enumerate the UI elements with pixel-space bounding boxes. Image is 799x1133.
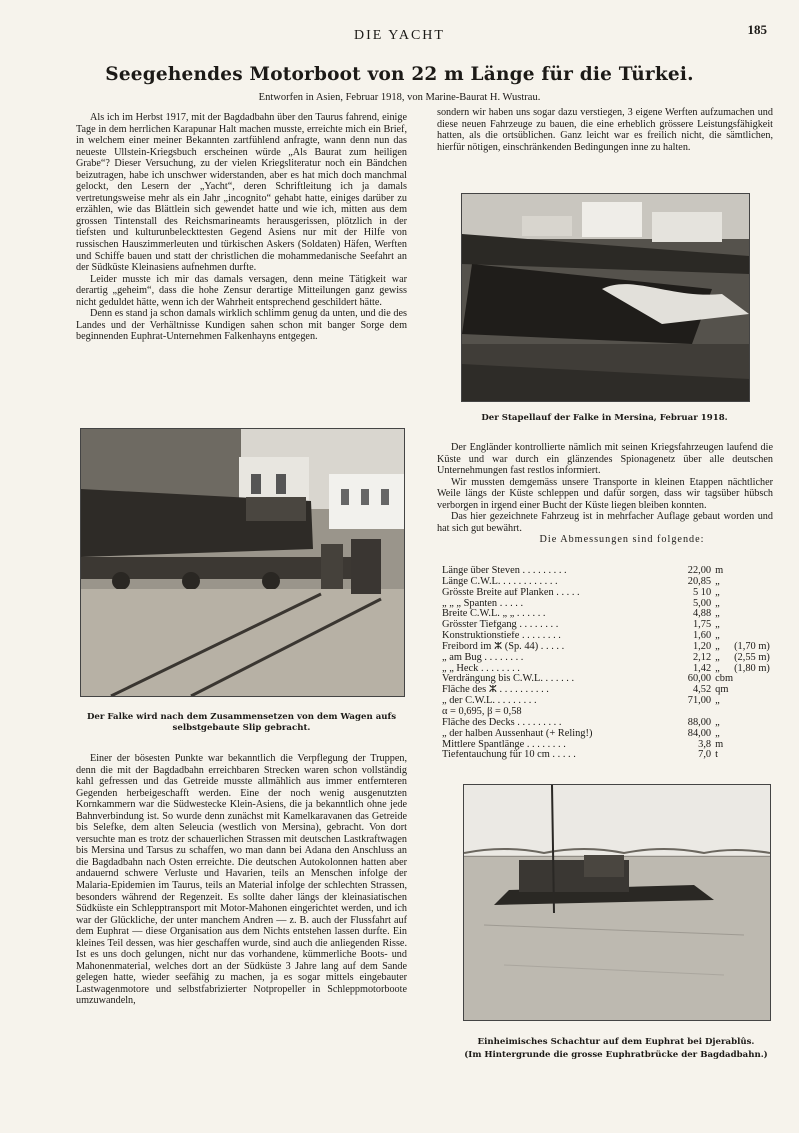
photo-caption: (Im Hintergrunde die grosse Euphratbrücke der Bagdadbahn.)	[464, 1050, 768, 1060]
table-row: „ der halben Aussenhaut (+ Reling!) 84,00 „	[442, 727, 720, 739]
table-row: Länge über Steven . . . . . . . . . 22,00 m	[442, 565, 724, 576]
running-title: DIE YACHT	[354, 28, 445, 43]
paragraph: Einer der bösesten Punkte war bekanntlich die Verpflegung der Truppen, denn die mit der Bagdadbahn erreichbaren Strecken waren schon vollständig kahl gefressen und das Getreide musste allmählich aus immer entfernteren Gegenden herbeigeschafft werden. Eine der noch wenig ausgenutzten Kornkammern war die Südwestecke Klein-Asiens, die ja bekanntlich ohne jede Bahnverbindung ist. So wurde denn zunächst mit Kamelkaravanen das Getreide bis Selefke, dem alten Seleucia (westlich von Mersina), gebracht. Von dort versuchte man es trotz der schauerlichen Strassen mit deutschen Lastkraftwagen bis Mersina und Tarsus zu schaffen, wo man dann bei Adana den Anschluss an die Bagdadbahn nach Osten erreichte. Die deutschen Autokolonnen hatten aber andauernd schwere Verluste und Havarien, teils an Menschen infolge der Malaria-Epidemien im Taurus, teils an Material infolge der schlechten Strassen, besonders während der Regenzeit. Es sollte daher längs der kleinasiatischen Südküste ein Schlepptransport mit Motor-Mahonen eingerichtet werden, und ich war der Glückliche, der unter manchem Andren — z. B. auch der Flussfahrt auf dem Euphrat — diese Organisation aus dem Nichts entstehen lassen durfte. Ein kleines Teil dessen, was hier geschaffen wurde, sind auch die anliegenden Risse. Ist es uns doch gelungen, nicht nur das vorhandene, kümmerliche Boots- und Mahonenmaterial, welches dort an der Südküste 3 Jahre lang auf dem Sande gelegen hatte, wieder seefähig zu machen, ja es sogar mittels eingebauter Lastwagenmotore und selbstfabrizierter Notpropeller in Schleppmotorboote umzuwandeln,	[76, 753, 407, 1007]
paragraph: Wir mussten demgemäss unsere Transporte in kleinen Etappen nächtlicher Weile längs der Küste schleppen und dafür sorgen, dass wir tagsüber hübsch verborgen in irgend einer Bucht der Küste liegen bleiben konnten.	[437, 476, 773, 511]
table-row: „ „ Heck . . . . . . . . 1,42 „ (1,80 m)	[442, 662, 770, 674]
table-row: Breite C.W.L. „ „ . . . . . . 4,88 „	[442, 608, 720, 620]
article-title: Seegehendes Motorboot von 22 m Länge für die Türkei.	[105, 64, 694, 85]
paragraph: Leider musste ich mir das damals versagen, denn meine Tätigkeit war derartig „geheim“, dass die hohe Zensur derartige Mitteilungen ganz gewiss nicht geduldet hätte, wenn ich der Wahrheit entsprechend geschildert hätte.	[76, 273, 407, 308]
table-row: Freibord im ⵣ (Sp. 44) . . . . . 1,20 „ (1,70 m)	[442, 640, 770, 652]
table-row: Tiefentauchung für 10 cm . . . . . 7,0 t	[442, 749, 719, 761]
dimensions-title: Die Abmessungen sind folgende:	[539, 534, 705, 546]
left-column-top	[76, 112, 407, 343]
table-row: „ „ „ Spanten . . . . . 5,00 „	[442, 597, 720, 609]
photo-caption: Einheimisches Schachtur auf dem Euphrat bei Djerablûs.	[477, 1037, 755, 1047]
paragraph: Als ich im Herbst 1917, mit der Bagdadbahn über den Taurus fahrend, einige Tage in dem herrlichen Karapunar Halt machen musste, erreichte mich ein Brief, in welchem einer meiner Bekannten zartfühlend anfragte, wann denn nun das neueste Ullstein-Kriegsbuch erscheinen würde „Als Baurat zum heiligen Grabe“? Dieser Versuchung, zu der vielen Kriegsliteratur noch ein Bändchen beizutragen, habe ich unschwer widerstanden, aber es hat mich doch manchmal gelockt, den Lesern der „Yacht“, deren Schriftleitung ich ja damals vertretungsweise mehr als ein Jahr „incognito“ gehabt hatte, einiges darüber zu erzählen, wie das Blättlein sich gewendet hatte und wie ich, mitten aus dem grossen Tintenstall des Reichsmarineamts herausgerissen, plötzlich in der tiefsten und kulturunbeleckttesten Gegend Asiens nur mit der Hilfe von russischen Hauszimmerleuten und türkischen Askers (Soldaten) Häfen, Werften und Schiffe bauen und statt der christlichen die mohammedanische Seefahrt an der Südküste Kleinasiens aufnehmen durfte.	[76, 112, 407, 274]
paragraph: Denn es stand ja schon damals wirklich schlimm genug da unten, und die des Landes und der Verhältnisse Kundigen sahen schon mit banger Sorge dem beginnenden Euphrat-Unternehmen Falkenhayns entgegen.	[76, 308, 407, 343]
paragraph: sondern wir haben uns sogar dazu verstiegen, 3 eigene Werften aufzumachen und diese neuen Fahrzeuge zu bauen, die eine erheblich grössere Leistungsfähigkeit hatten, als die ortsüblichen. Ganz leicht war es freilich nicht, die sämtlichen, hierfür nötigen, einschränkenden Bedingungen inne zu halten.	[437, 107, 773, 153]
table-row: Konstruktionstiefe . . . . . . . . 1,60 „	[442, 630, 720, 642]
table-row: „ der C.W.L. . . . . . . . . 71,00 „	[442, 695, 720, 707]
paragraph: Das hier gezeichnete Fahrzeug ist in mehrfacher Auflage gebaut worden und hat sich gut bewährt.	[437, 511, 773, 534]
paragraph: Der Engländer kontrollierte nämlich mit seinen Kriegsfahrzeugen laufend die Küste und war durch ein glänzendes Spionagenetz über alle deutschen Unternehmungen fast restlos informiert.	[437, 442, 773, 477]
dimensions-table	[442, 566, 772, 761]
table-row: α = 0,695, β = 0,58	[442, 706, 522, 717]
right-column-middle	[437, 442, 773, 546]
page-number: 185	[747, 22, 767, 37]
table-row: Grösste Breite auf Planken . . . . . 5 10 „	[442, 586, 720, 598]
right-column-top	[437, 107, 773, 153]
photo-slipway	[80, 428, 405, 697]
table-row: Mittlere Spantlänge . . . . . . . . 3,8 m	[442, 738, 724, 750]
table-row: Grösster Tiefgang . . . . . . . . 1,75 „	[442, 619, 720, 631]
photo-launch-mersina	[461, 193, 750, 402]
photo-caption: Der Falke wird nach dem Zusammensetzen von dem Wagen aufs selbstgebaute Slip gebracht.	[86, 712, 397, 733]
left-column-bottom	[76, 753, 407, 1007]
photo-euphrat-boat	[463, 784, 771, 1021]
table-row: „ am Bug . . . . . . . . 2,12 „ (2,55 m)	[442, 651, 770, 663]
article-byline: Entworfen in Asien, Februar 1918, von Marine-Baurat H. Wustrau.	[258, 92, 541, 103]
table-row: Fläche des ⵣ . . . . . . . . . . 4,52 qm	[442, 684, 729, 696]
table-row: Fläche des Decks . . . . . . . . . 88,00 „	[442, 716, 720, 728]
photo-caption: Der Stapellauf der Falke in Mersina, Februar 1918.	[481, 413, 728, 423]
table-row: Verdrängung bis C.W.L. . . . . . . 60,00 cbm	[442, 673, 734, 685]
table-row: Länge C.W.L. . . . . . . . . . . . 20,85 „	[442, 575, 720, 587]
